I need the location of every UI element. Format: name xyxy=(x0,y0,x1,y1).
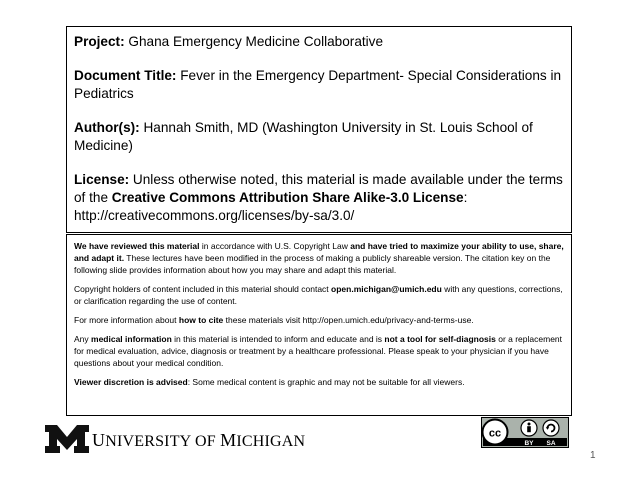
contact-email: open.michigan@umich.edu xyxy=(331,284,442,294)
license-name: Creative Commons Attribution Share Alike-3.0 License xyxy=(111,190,464,205)
author-line xyxy=(74,119,564,155)
notice-text: in this material is intended to inform and educate and is xyxy=(171,334,385,344)
notice-box xyxy=(66,234,572,416)
document-title-label: Document Title: xyxy=(74,68,177,83)
document-title-line xyxy=(74,67,564,103)
notice-text: : Some medical content is graphic and may not be suitable for all viewers. xyxy=(187,377,465,387)
notice-bold-text: medical information xyxy=(91,334,172,344)
notice-text: These lectures have been modified in the process of making a publicly shareable version. The citation key on the following slide provides information about how you may share and adapt this material. xyxy=(74,253,551,275)
notice-citation xyxy=(74,314,564,326)
cc-sa-label: SA xyxy=(546,439,556,447)
notice-text: For more information about xyxy=(74,315,179,325)
notice-text: these materials visit http://open.umich.edu/privacy-and-terms-use. xyxy=(223,315,474,325)
notice-text: with any questions, corrections, or clarification regarding the use of content. xyxy=(74,284,563,306)
notice-bold-text: Viewer discretion is advised xyxy=(74,377,188,387)
document-info-box xyxy=(66,26,572,233)
notice-bold-text: how to cite xyxy=(178,315,224,325)
notice-copyright-review xyxy=(74,240,564,276)
project-line xyxy=(74,33,564,51)
wordmark-text: NIVERSITY OF xyxy=(105,433,221,450)
university-of-michigan-logo xyxy=(45,425,305,453)
notice-bold-text: not a tool for self-diagnosis xyxy=(384,334,496,344)
block-m-logo-icon xyxy=(45,425,89,453)
document-title-value: Fever in the Emergency Department- Special Considerations in Pediatrics xyxy=(74,68,562,101)
notice-viewer-discretion xyxy=(74,376,564,388)
notice-bold-text: and have tried to maximize your ability to use, share, and adapt it. xyxy=(74,241,564,263)
wordmark-initial: M xyxy=(220,430,237,450)
university-wordmark xyxy=(92,430,305,451)
license-line xyxy=(74,171,564,225)
notice-text: Any xyxy=(74,334,92,344)
license-text: Unless otherwise noted, this material is made available under the terms of the xyxy=(74,172,563,205)
page-number: 1 xyxy=(590,450,596,461)
cc-by-sa-badge-icon xyxy=(481,417,569,448)
svg-text:cc: cc xyxy=(488,427,502,440)
license-url: : http://creativecommons.org/licenses/by-sa/3.0/ xyxy=(74,190,468,223)
notice-text: Copyright holders of content included in this material should contact xyxy=(74,284,332,294)
project-label: Project: xyxy=(74,34,125,49)
notice-text: or a replacement for medical evaluation, advice, diagnosis or treatment by a healthcare professional. Please speak to your physician if you have questions about your medical condition. xyxy=(74,334,563,368)
notice-contact xyxy=(74,283,564,307)
notice-medical-disclaimer xyxy=(74,333,564,369)
notice-text: in accordance with U.S. Copyright Law xyxy=(199,241,351,251)
author-label: Author(s): xyxy=(74,120,140,135)
notice-bold-text: We have reviewed this material xyxy=(74,241,200,251)
project-value: Ghana Emergency Medicine Collaborative xyxy=(124,34,384,49)
author-value: Hannah Smith, MD (Washington University in St. Louis School of Medicine) xyxy=(74,120,533,153)
cc-by-label: BY xyxy=(524,439,534,447)
wordmark-text: ICHIGAN xyxy=(236,433,306,450)
wordmark-initial: U xyxy=(92,430,106,450)
license-label: License: xyxy=(74,172,130,187)
